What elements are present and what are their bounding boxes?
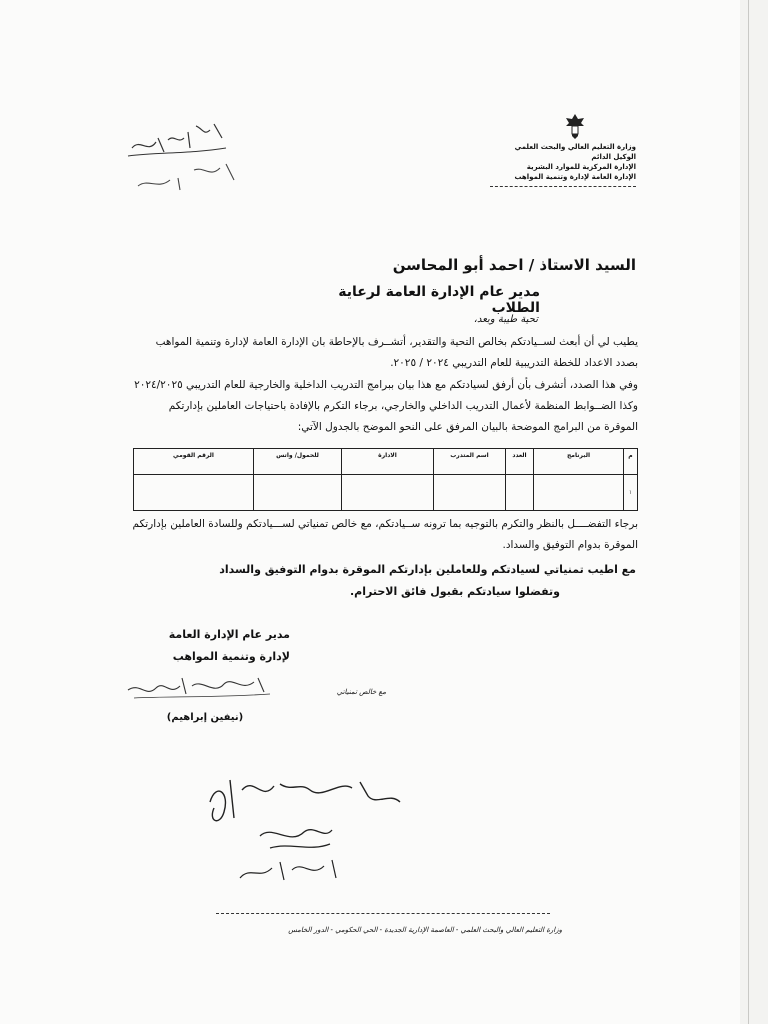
table-header-cell: البرنامج (534, 449, 624, 475)
table-header-cell: اسم المتدرب (434, 449, 506, 475)
page-edge (748, 0, 749, 1024)
table-header-cell: للحمول/ واتس (254, 449, 342, 475)
signatory-name: (نيفين إبراهيم) (166, 712, 244, 723)
table-cell (534, 475, 624, 511)
table-cell (342, 475, 434, 511)
table-row (134, 475, 638, 511)
ministry-line: وزارة التعليم العالي والبحث العلمي (514, 143, 636, 151)
ministry-line: الإدارة المركزية للموارد البشرية (526, 163, 636, 171)
table-header-row (134, 449, 638, 475)
table-header-cell: الادارة (342, 449, 434, 475)
body-paragraph-1: يطيب لي أن أبعث لســيادتكم بخالص التحية والتقدير، أتشــرف بالإحاطة بان الإدارة العامة لإدارة وتنمية المواهب بصدد الاعداد للخطة التدريبية للعام التدريبي ٢٠٢٤ / ٢٠٢٥. (155, 336, 638, 369)
table-header-cell: م (624, 449, 638, 475)
table-cell: ١ (624, 475, 638, 511)
ministry-header (490, 142, 636, 187)
table-cell (254, 475, 342, 511)
header-divider (490, 186, 636, 187)
body-paragraph-3: برجاء التفضــــل بالنظر والتكرم بالتوجيه بما ترونه ســيادتكم، مع خالص تمنياتي لســـيادتكم وللسادة العاملين بإدارتكم الموقرة بدوام التوفيق والسداد. (132, 518, 638, 551)
handwritten-registry-note (118, 108, 268, 200)
addressee-name: السيد الاستاذ / احمد أبو المحاسن (392, 256, 636, 274)
training-needs-table (133, 448, 638, 511)
footer-address: وزارة التعليم العالي والبحث العلمي - العاصمة الإدارية الجديدة - الحي الحكومي - الدور الخامس (288, 926, 562, 934)
handwritten-annotation (200, 762, 420, 890)
closing-respect: وتفضلوا سيادتكم بقبول فائق الاحترام. (349, 585, 561, 598)
table-header-cell: العدد (506, 449, 534, 475)
table-cell (134, 475, 254, 511)
signatory-title-2: لإدارة وتنمية المواهب (172, 650, 290, 663)
side-note: مع خالص تمنياتي (336, 688, 386, 696)
greeting: تحية طيبة وبعد، (473, 314, 538, 325)
eagle-emblem-icon (562, 112, 588, 140)
addressee-title: مدير عام الإدارة العامة لرعاية الطلاب (338, 284, 540, 316)
footer-divider (216, 913, 550, 914)
table-cell (506, 475, 534, 511)
closing-wishes: مع اطيب تمنياتي لسيادتكم وللعاملين بإدارتكم الموقرة بدوام التوفيق والسداد (219, 563, 636, 576)
table-header-cell: الرقم القومي (134, 449, 254, 475)
table-cell (434, 475, 506, 511)
ministry-line: الإدارة العامة لإدارة وتنمية المواهب (514, 173, 636, 181)
body-paragraph-2: وفي هذا الصدد، أتشرف بأن أرفق لسيادتكم مع هذا بيان ببرامج التدريب الداخلية والخارجية للعام التدريبي ٢٠٢٤/٢٠٢٥ وكذا الضــوابط المنظمة لأعمال التدريب الداخلي والخارجي، برجاء التكرم بالإفادة باحتياجات العاملين بإدارتكم الموقرة من البرامج الموضحة بالبيان المرفق على النحو الموضح بالجدول الآتي: (134, 379, 638, 433)
signatory-title-1: مدير عام الإدارة العامة (168, 628, 290, 641)
ministry-line: الوكيل الدائم (591, 153, 636, 161)
handwritten-signature (120, 668, 280, 710)
